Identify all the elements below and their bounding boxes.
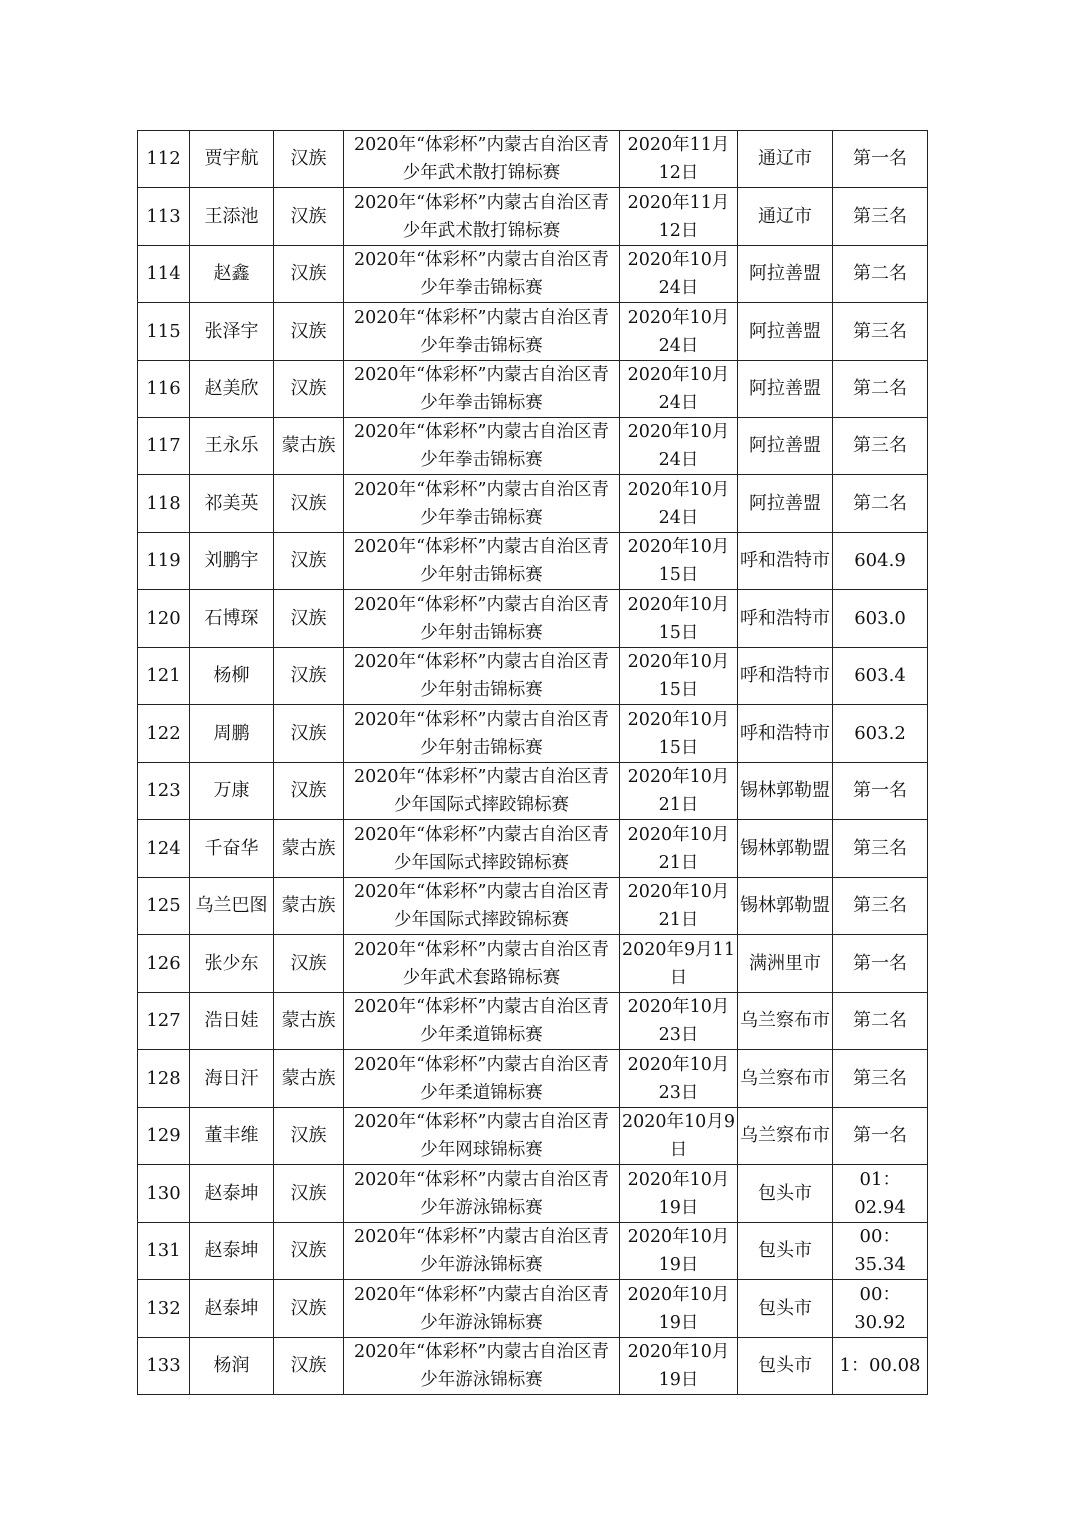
event-cell: 2020年“体彩杯”内蒙古自治区青少年游泳锦标赛 — [344, 1338, 620, 1395]
result-cell: 第三名 — [833, 188, 928, 246]
table-row — [138, 188, 928, 246]
date-cell: 2020年10月19日 — [620, 1338, 738, 1395]
table-row — [138, 418, 928, 475]
date-cell: 2020年10月24日 — [620, 303, 738, 361]
table-row — [138, 878, 928, 935]
ethnicity-cell: 汉族 — [274, 935, 344, 993]
results-table-body — [138, 131, 928, 1395]
city-cell: 包头市 — [738, 1165, 833, 1223]
row-number-cell: 117 — [138, 418, 190, 475]
ethnicity-cell: 蒙古族 — [274, 418, 344, 475]
ethnicity-cell: 汉族 — [274, 1108, 344, 1165]
row-number-cell: 118 — [138, 475, 190, 533]
table-row — [138, 993, 928, 1050]
city-cell: 阿拉善盟 — [738, 361, 833, 418]
event-cell: 2020年“体彩杯”内蒙古自治区青少年射击锦标赛 — [344, 533, 620, 590]
event-cell: 2020年“体彩杯”内蒙古自治区青少年拳击锦标赛 — [344, 475, 620, 533]
athlete-name-cell: 赵泰坤 — [190, 1280, 274, 1338]
row-number-cell: 113 — [138, 188, 190, 246]
row-number-cell: 124 — [138, 820, 190, 878]
ethnicity-cell: 蒙古族 — [274, 993, 344, 1050]
table-row — [138, 1223, 928, 1280]
date-cell: 2020年10月15日 — [620, 590, 738, 648]
result-cell: 603.4 — [833, 648, 928, 705]
ethnicity-cell: 汉族 — [274, 131, 344, 188]
event-cell: 2020年“体彩杯”内蒙古自治区青少年国际式摔跤锦标赛 — [344, 878, 620, 935]
event-cell: 2020年“体彩杯”内蒙古自治区青少年拳击锦标赛 — [344, 361, 620, 418]
athlete-name-cell: 赵鑫 — [190, 246, 274, 303]
table-row — [138, 533, 928, 590]
result-cell: 第二名 — [833, 246, 928, 303]
athlete-name-cell: 赵泰坤 — [190, 1223, 274, 1280]
event-cell: 2020年“体彩杯”内蒙古自治区青少年射击锦标赛 — [344, 590, 620, 648]
athlete-name-cell: 董丰维 — [190, 1108, 274, 1165]
table-row — [138, 475, 928, 533]
date-cell: 2020年10月21日 — [620, 878, 738, 935]
row-number-cell: 112 — [138, 131, 190, 188]
date-cell: 2020年10月15日 — [620, 533, 738, 590]
ethnicity-cell: 汉族 — [274, 1338, 344, 1395]
athlete-name-cell: 张泽宇 — [190, 303, 274, 361]
table-row — [138, 1165, 928, 1223]
event-cell: 2020年“体彩杯”内蒙古自治区青少年柔道锦标赛 — [344, 993, 620, 1050]
date-cell: 2020年10月24日 — [620, 361, 738, 418]
ethnicity-cell: 汉族 — [274, 246, 344, 303]
result-cell: 第一名 — [833, 1108, 928, 1165]
table-row — [138, 303, 928, 361]
ethnicity-cell: 蒙古族 — [274, 878, 344, 935]
event-cell: 2020年“体彩杯”内蒙古自治区青少年拳击锦标赛 — [344, 303, 620, 361]
ethnicity-cell: 汉族 — [274, 1223, 344, 1280]
table-row — [138, 1280, 928, 1338]
row-number-cell: 122 — [138, 705, 190, 763]
result-cell: 01：02.94 — [833, 1165, 928, 1223]
table-row — [138, 1108, 928, 1165]
city-cell: 阿拉善盟 — [738, 475, 833, 533]
event-cell: 2020年“体彩杯”内蒙古自治区青少年武术套路锦标赛 — [344, 935, 620, 993]
result-cell: 第一名 — [833, 935, 928, 993]
row-number-cell: 116 — [138, 361, 190, 418]
table-row — [138, 590, 928, 648]
city-cell: 包头市 — [738, 1280, 833, 1338]
row-number-cell: 132 — [138, 1280, 190, 1338]
row-number-cell: 129 — [138, 1108, 190, 1165]
ethnicity-cell: 汉族 — [274, 533, 344, 590]
ethnicity-cell: 汉族 — [274, 475, 344, 533]
row-number-cell: 114 — [138, 246, 190, 303]
row-number-cell: 127 — [138, 993, 190, 1050]
event-cell: 2020年“体彩杯”内蒙古自治区青少年柔道锦标赛 — [344, 1050, 620, 1108]
city-cell: 包头市 — [738, 1338, 833, 1395]
ethnicity-cell: 汉族 — [274, 303, 344, 361]
result-cell: 603.2 — [833, 705, 928, 763]
ethnicity-cell: 蒙古族 — [274, 1050, 344, 1108]
result-cell: 603.0 — [833, 590, 928, 648]
event-cell: 2020年“体彩杯”内蒙古自治区青少年武术散打锦标赛 — [344, 131, 620, 188]
results-table — [137, 130, 928, 1395]
date-cell: 2020年10月24日 — [620, 418, 738, 475]
athlete-name-cell: 贾宇航 — [190, 131, 274, 188]
event-cell: 2020年“体彩杯”内蒙古自治区青少年拳击锦标赛 — [344, 418, 620, 475]
city-cell: 满洲里市 — [738, 935, 833, 993]
result-cell: 第一名 — [833, 131, 928, 188]
city-cell: 呼和浩特市 — [738, 533, 833, 590]
event-cell: 2020年“体彩杯”内蒙古自治区青少年拳击锦标赛 — [344, 246, 620, 303]
city-cell: 呼和浩特市 — [738, 590, 833, 648]
date-cell: 2020年10月15日 — [620, 705, 738, 763]
city-cell: 锡林郭勒盟 — [738, 763, 833, 820]
ethnicity-cell: 汉族 — [274, 1280, 344, 1338]
result-cell: 第二名 — [833, 475, 928, 533]
row-number-cell: 133 — [138, 1338, 190, 1395]
date-cell: 2020年10月15日 — [620, 648, 738, 705]
city-cell: 包头市 — [738, 1223, 833, 1280]
date-cell: 2020年11月12日 — [620, 131, 738, 188]
date-cell: 2020年10月19日 — [620, 1223, 738, 1280]
result-cell: 00：35.34 — [833, 1223, 928, 1280]
athlete-name-cell: 杨柳 — [190, 648, 274, 705]
date-cell: 2020年10月9日 — [620, 1108, 738, 1165]
row-number-cell: 125 — [138, 878, 190, 935]
row-number-cell: 115 — [138, 303, 190, 361]
event-cell: 2020年“体彩杯”内蒙古自治区青少年网球锦标赛 — [344, 1108, 620, 1165]
table-row — [138, 1050, 928, 1108]
result-cell: 第二名 — [833, 361, 928, 418]
row-number-cell: 119 — [138, 533, 190, 590]
date-cell: 2020年10月23日 — [620, 1050, 738, 1108]
city-cell: 锡林郭勒盟 — [738, 878, 833, 935]
city-cell: 乌兰察布市 — [738, 1050, 833, 1108]
ethnicity-cell: 汉族 — [274, 1165, 344, 1223]
date-cell: 2020年10月21日 — [620, 763, 738, 820]
athlete-name-cell: 周鹏 — [190, 705, 274, 763]
date-cell: 2020年10月24日 — [620, 475, 738, 533]
ethnicity-cell: 汉族 — [274, 705, 344, 763]
event-cell: 2020年“体彩杯”内蒙古自治区青少年国际式摔跤锦标赛 — [344, 820, 620, 878]
city-cell: 呼和浩特市 — [738, 705, 833, 763]
result-cell: 1：00.08 — [833, 1338, 928, 1395]
event-cell: 2020年“体彩杯”内蒙古自治区青少年游泳锦标赛 — [344, 1165, 620, 1223]
athlete-name-cell: 王添池 — [190, 188, 274, 246]
event-cell: 2020年“体彩杯”内蒙古自治区青少年射击锦标赛 — [344, 705, 620, 763]
row-number-cell: 126 — [138, 935, 190, 993]
result-cell: 第二名 — [833, 993, 928, 1050]
ethnicity-cell: 汉族 — [274, 361, 344, 418]
event-cell: 2020年“体彩杯”内蒙古自治区青少年射击锦标赛 — [344, 648, 620, 705]
date-cell: 2020年10月19日 — [620, 1280, 738, 1338]
city-cell: 阿拉善盟 — [738, 246, 833, 303]
table-row — [138, 763, 928, 820]
table-row — [138, 935, 928, 993]
athlete-name-cell: 张少东 — [190, 935, 274, 993]
athlete-name-cell: 千奋华 — [190, 820, 274, 878]
date-cell: 2020年11月12日 — [620, 188, 738, 246]
result-cell: 第三名 — [833, 418, 928, 475]
table-row — [138, 131, 928, 188]
table-row — [138, 820, 928, 878]
athlete-name-cell: 祁美英 — [190, 475, 274, 533]
city-cell: 锡林郭勒盟 — [738, 820, 833, 878]
athlete-name-cell: 王永乐 — [190, 418, 274, 475]
table-row — [138, 648, 928, 705]
ethnicity-cell: 汉族 — [274, 590, 344, 648]
city-cell: 乌兰察布市 — [738, 1108, 833, 1165]
athlete-name-cell: 浩日娃 — [190, 993, 274, 1050]
date-cell: 2020年10月19日 — [620, 1165, 738, 1223]
athlete-name-cell: 乌兰巴图 — [190, 878, 274, 935]
date-cell: 2020年10月24日 — [620, 246, 738, 303]
results-table-container — [137, 130, 927, 1395]
city-cell: 乌兰察布市 — [738, 993, 833, 1050]
table-row — [138, 246, 928, 303]
date-cell: 2020年9月11日 — [620, 935, 738, 993]
city-cell: 通辽市 — [738, 188, 833, 246]
event-cell: 2020年“体彩杯”内蒙古自治区青少年武术散打锦标赛 — [344, 188, 620, 246]
result-cell: 第三名 — [833, 1050, 928, 1108]
row-number-cell: 131 — [138, 1223, 190, 1280]
date-cell: 2020年10月23日 — [620, 993, 738, 1050]
row-number-cell: 128 — [138, 1050, 190, 1108]
city-cell: 呼和浩特市 — [738, 648, 833, 705]
city-cell: 阿拉善盟 — [738, 418, 833, 475]
athlete-name-cell: 石博琛 — [190, 590, 274, 648]
table-row — [138, 1338, 928, 1395]
result-cell: 00：30.92 — [833, 1280, 928, 1338]
result-cell: 第一名 — [833, 763, 928, 820]
athlete-name-cell: 万康 — [190, 763, 274, 820]
result-cell: 第三名 — [833, 303, 928, 361]
event-cell: 2020年“体彩杯”内蒙古自治区青少年游泳锦标赛 — [344, 1223, 620, 1280]
ethnicity-cell: 汉族 — [274, 188, 344, 246]
athlete-name-cell: 杨润 — [190, 1338, 274, 1395]
result-cell: 604.9 — [833, 533, 928, 590]
athlete-name-cell: 赵美欣 — [190, 361, 274, 418]
ethnicity-cell: 汉族 — [274, 648, 344, 705]
result-cell: 第三名 — [833, 878, 928, 935]
table-row — [138, 705, 928, 763]
row-number-cell: 121 — [138, 648, 190, 705]
row-number-cell: 120 — [138, 590, 190, 648]
city-cell: 阿拉善盟 — [738, 303, 833, 361]
athlete-name-cell: 赵泰坤 — [190, 1165, 274, 1223]
result-cell: 第三名 — [833, 820, 928, 878]
ethnicity-cell: 蒙古族 — [274, 820, 344, 878]
row-number-cell: 123 — [138, 763, 190, 820]
ethnicity-cell: 汉族 — [274, 763, 344, 820]
date-cell: 2020年10月21日 — [620, 820, 738, 878]
event-cell: 2020年“体彩杯”内蒙古自治区青少年国际式摔跤锦标赛 — [344, 763, 620, 820]
table-row — [138, 361, 928, 418]
event-cell: 2020年“体彩杯”内蒙古自治区青少年游泳锦标赛 — [344, 1280, 620, 1338]
athlete-name-cell: 海日汗 — [190, 1050, 274, 1108]
city-cell: 通辽市 — [738, 131, 833, 188]
row-number-cell: 130 — [138, 1165, 190, 1223]
athlete-name-cell: 刘鹏宇 — [190, 533, 274, 590]
